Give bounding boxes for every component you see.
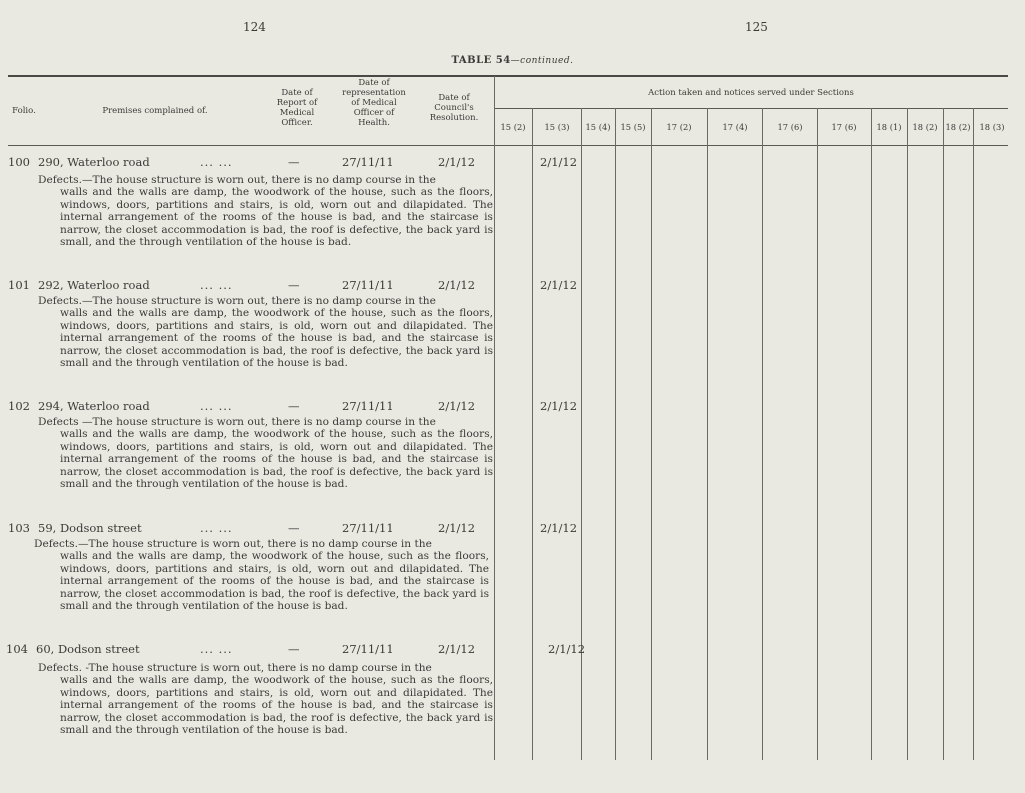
date-resolution: 2/1/12 (438, 642, 476, 656)
header-section-18-2: 18 (2) (912, 122, 938, 132)
header-line: Officer. (281, 118, 313, 128)
defects-description (34, 538, 489, 612)
col-rule (762, 108, 763, 760)
col-rule (707, 108, 708, 760)
leader-dots: ... ... (200, 642, 233, 656)
defects-description (38, 416, 493, 490)
date-resolution: 2/1/12 (438, 278, 476, 292)
header-line: Resolution. (429, 113, 479, 123)
header-action: Action taken and notices served under Sections (648, 88, 854, 98)
header-section-18-2b: 18 (2) (945, 122, 971, 132)
header-folio: Folio. (12, 106, 36, 116)
header-section-18-3: 18 (3) (979, 122, 1005, 132)
action-15-3: 2/1/12 (540, 521, 578, 535)
header-line: Medical (279, 108, 315, 118)
leader-dots: ... ... (200, 155, 233, 169)
date-resolution: 2/1/12 (438, 521, 476, 535)
sections-divider-rule (494, 108, 1008, 109)
date-report: — (288, 399, 300, 413)
header-line: Date of (358, 78, 390, 88)
col-rule (943, 108, 944, 760)
premises-address: 294, Waterloo road (38, 399, 150, 413)
date-report: — (288, 642, 300, 656)
header-date-representation (334, 78, 414, 128)
header-section-17-2: 17 (2) (666, 122, 692, 132)
premises-address: 292, Waterloo road (38, 278, 150, 292)
col-rule (615, 108, 616, 760)
defects-first-line: Defects —The house structure is worn out, there is no damp course in the (38, 416, 436, 428)
leader-dots: ... ... (200, 278, 233, 292)
defects-first-line: Defects.—The house structure is worn out, there is no damp course in the (38, 295, 436, 307)
leader-dots: ... ... (200, 521, 233, 535)
premises-address: 290, Waterloo road (38, 155, 150, 169)
col-rule (532, 108, 533, 760)
table-title (0, 55, 1025, 66)
header-line: representation (342, 88, 406, 98)
date-representation: 27/11/11 (342, 155, 394, 169)
defects-rest: walls and the walls are damp, the woodwork of the house, such as the floors, windows, doors, partitions and stairs, is old, worn out and dilapidated. The internal arrangement of the rooms of the house is bad, and the staircase is narrow, the closet accommodation is bad, the roof is defective, the back yard is small and the through ventilation of the house is bad. (60, 428, 493, 491)
page-number-left: 124 (243, 20, 266, 34)
header-line: Report of (276, 98, 318, 108)
header-bottom-rule (8, 145, 1008, 146)
header-line: of Medical (351, 98, 397, 108)
action-15-3: 2/1/12 (540, 278, 578, 292)
header-top-rule (8, 75, 1008, 77)
date-resolution: 2/1/12 (438, 155, 476, 169)
col-rule (973, 108, 974, 760)
defects-first-line: Defects.—The house structure is worn out, there is no damp course in the (38, 174, 436, 186)
col-rule (651, 108, 652, 760)
date-report: — (288, 278, 300, 292)
col-rule (494, 76, 495, 760)
date-report: — (288, 521, 300, 535)
header-date-council (418, 93, 490, 123)
defects-first-line: Defects. -The house structure is worn out, there is no damp course in the (38, 662, 432, 674)
header-line: Date of (438, 93, 470, 103)
folio-number: 104 (6, 642, 28, 656)
date-representation: 27/11/11 (342, 278, 394, 292)
premises-address: 60, Dodson street (36, 642, 140, 656)
col-rule (907, 108, 908, 760)
date-resolution: 2/1/12 (438, 399, 476, 413)
header-line: Health. (358, 118, 390, 128)
col-rule (817, 108, 818, 760)
page-number-right: 125 (745, 20, 768, 34)
header-section-18-1: 18 (1) (876, 122, 902, 132)
folio-number: 100 (8, 155, 30, 169)
date-representation: 27/11/11 (342, 642, 394, 656)
header-date-report (262, 88, 332, 128)
defects-rest: walls and the walls are damp, the woodwork of the house, such as the floors, windows, doors, partitions and stairs, is old, worn out and dilapidated. The internal arrangement of the rooms of the house is bad, and the staircase is narrow, the closet accommodation is bad, the roof is defective, the back yard is small and the through ventilation of the house is bad. (60, 674, 493, 737)
header-premises: Premises complained of. (102, 106, 208, 116)
action-15-3: 2/1/12 (548, 642, 586, 656)
defects-description (38, 174, 493, 248)
defects-rest: walls and the walls are damp, the woodwork of the house, such as the floors, windows, doors, partitions and stairs, is old, worn out and dilapidated. The internal arrangement of the rooms of the house is bad, and the staircase is narrow, the closet accommodation is bad, the roof is defective, the back yard is small, and the through ventilation of the house is bad. (60, 186, 493, 249)
date-representation: 27/11/11 (342, 399, 394, 413)
defects-description (38, 295, 493, 369)
action-15-3: 2/1/12 (540, 399, 578, 413)
premises-address: 59, Dodson street (38, 521, 142, 535)
date-representation: 27/11/11 (342, 521, 394, 535)
header-section-15-4: 15 (4) (585, 122, 611, 132)
leader-dots: ... ... (200, 399, 233, 413)
defects-first-line: Defects.—The house structure is worn out, there is no damp course in the (34, 538, 432, 550)
date-report: — (288, 155, 300, 169)
header-line: Officer of (353, 108, 395, 118)
table-title-main: TABLE 54 (451, 55, 511, 66)
folio-number: 101 (8, 278, 30, 292)
defects-rest: walls and the walls are damp, the woodwork of the house, such as the floors, windows, doors, partitions and stairs, is old, worn out and dilapidated. The internal arrangement of the rooms of the house is bad, and the staircase is narrow, the closet accommodation is bad, the roof is defective, the back yard is small and the through ventilation of the house is bad. (60, 550, 489, 613)
header-section-17-6: 17 (6) (777, 122, 803, 132)
defects-description (38, 662, 493, 736)
header-section-15-5: 15 (5) (620, 122, 646, 132)
header-section-15-3: 15 (3) (544, 122, 570, 132)
defects-rest: walls and the walls are damp, the woodwork of the house, such as the floors, windows, doors, partitions and stairs, is old, worn out and dilapidated. The internal arrangement of the rooms of the house is bad, and the staircase is narrow, the closet accommodation is bad, the roof is defective, the back yard is small and the through ventilation of the house is bad. (60, 307, 493, 370)
folio-number: 103 (8, 521, 30, 535)
header-section-17-6b: 17 (6) (831, 122, 857, 132)
folio-number: 102 (8, 399, 30, 413)
col-rule (581, 108, 582, 760)
col-rule (871, 108, 872, 760)
header-line: Council's (434, 103, 474, 113)
header-line: Date of (281, 88, 313, 98)
header-section-15-2: 15 (2) (500, 122, 526, 132)
table-title-suffix: —continued. (510, 56, 574, 66)
header-section-17-4: 17 (4) (722, 122, 748, 132)
action-15-3: 2/1/12 (540, 155, 578, 169)
